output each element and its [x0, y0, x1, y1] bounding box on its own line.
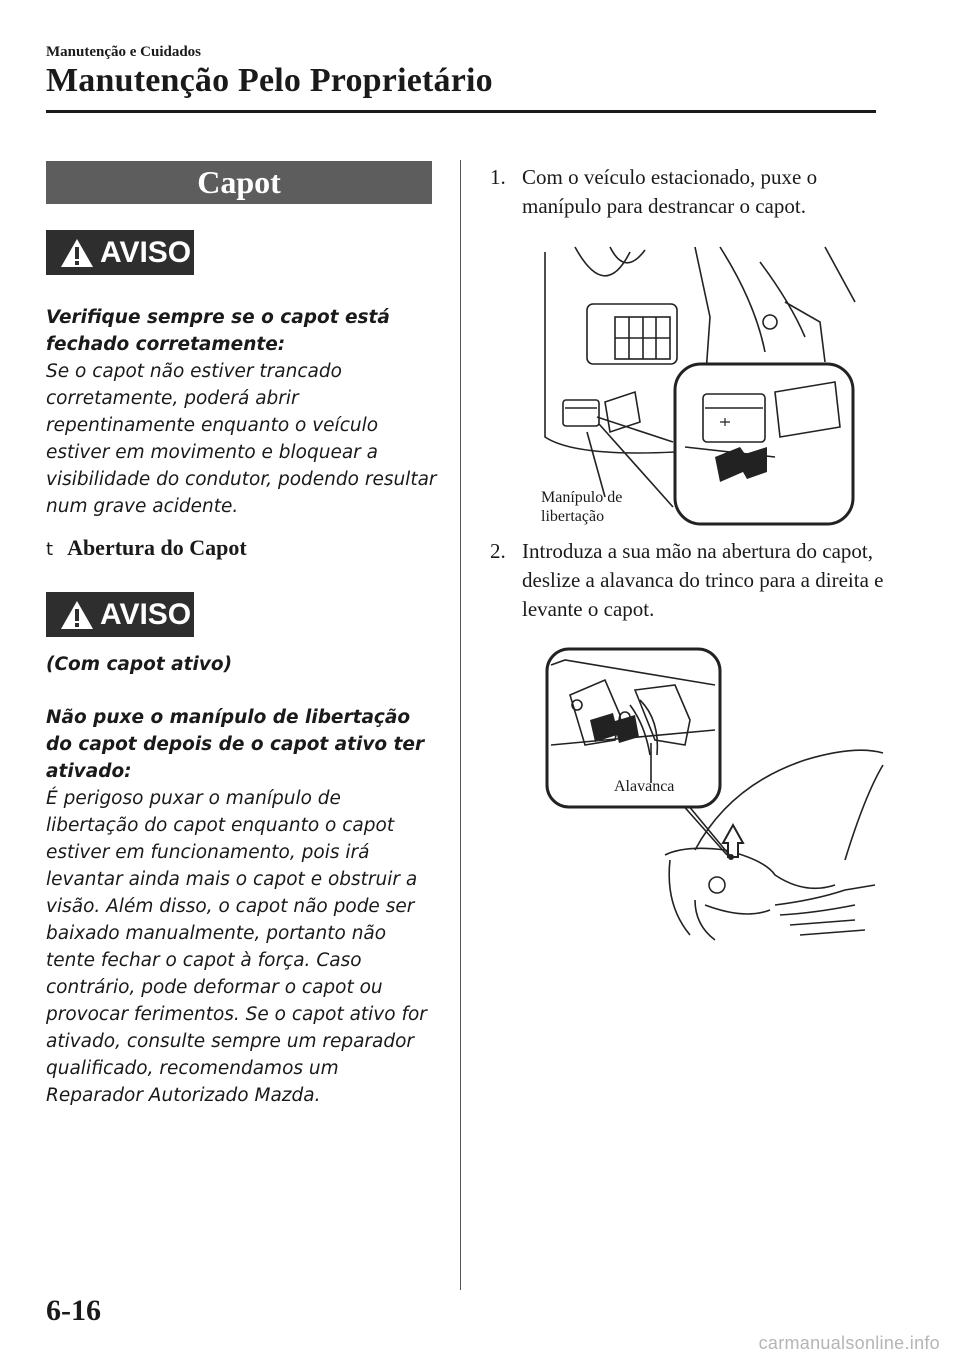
step-number: 1. — [490, 165, 506, 189]
warning-text-1 — [46, 304, 438, 520]
step-text: Com o veículo estacionado, puxe o manípulo para destrancar o capot. — [522, 165, 818, 218]
subsection-marker: t — [46, 539, 54, 560]
subsection-title-text: Abertura do Capot — [67, 535, 247, 560]
section-title: Capot — [46, 161, 432, 204]
step-text: Introduza a sua mão na abertura do capot, deslize a alavanca do trinco para a direita e levante o capot. — [522, 539, 884, 621]
warning-badge-2 — [46, 592, 194, 637]
warning-heading-2: Não puxe o manípulo de libertação do capot depois de o capot ativo ter ativado: — [46, 707, 425, 782]
step-2 — [490, 537, 890, 624]
chapter-title: Manutenção e Cuidados — [46, 44, 202, 60]
warning-triangle-icon — [60, 238, 94, 268]
subsection-title — [46, 535, 247, 561]
warning-text-2 — [46, 651, 438, 1109]
warning-condition: (Com capot ativo) — [46, 654, 233, 675]
warning-body-2: É perigoso puxar o manípulo de libertação do capot enquanto o capot estiver em funcionamento, pois irá levantar ainda mais o capot e obstruir a visão. Além disso, o capot não pode ser baixado manualmente, portanto não tente fechar o capot à força. Caso contrário, pode deformar o capot ou provocar ferimentos. Se o capot ativo for ativado, consulte sempre um reparador qualificado, recomendamos um Reparador Autorizado Mazda. — [46, 788, 427, 1106]
page-title: Manutenção Pelo Proprietário — [46, 62, 493, 99]
page-number: 6-16 — [46, 1294, 101, 1327]
watermark: carmanualsonline.info — [758, 1333, 940, 1353]
warning-heading-1: Verifique sempre se o capot está fechado corretamente: — [46, 307, 390, 355]
hood-latch-illustration — [545, 645, 885, 945]
release-handle-label: Manípulo de libertação — [541, 489, 623, 525]
column-divider — [460, 160, 461, 1290]
header-divider — [46, 110, 876, 113]
warning-badge — [46, 230, 194, 275]
hood-release-illustration — [535, 242, 860, 527]
step-1 — [490, 163, 890, 221]
warning-triangle-icon — [60, 600, 94, 630]
warning-label: AVISO — [100, 235, 192, 269]
step-number: 2. — [490, 539, 506, 563]
warning-label: AVISO — [100, 597, 192, 631]
lever-label: Alavanca — [614, 778, 675, 795]
warning-body-1: Se o capot não estiver trancado corretamente, poderá abrir repentinamente enquanto o veículo estiver em movimento e bloquear a visibilidade do condutor, podendo resultar num grave acidente. — [46, 361, 437, 517]
